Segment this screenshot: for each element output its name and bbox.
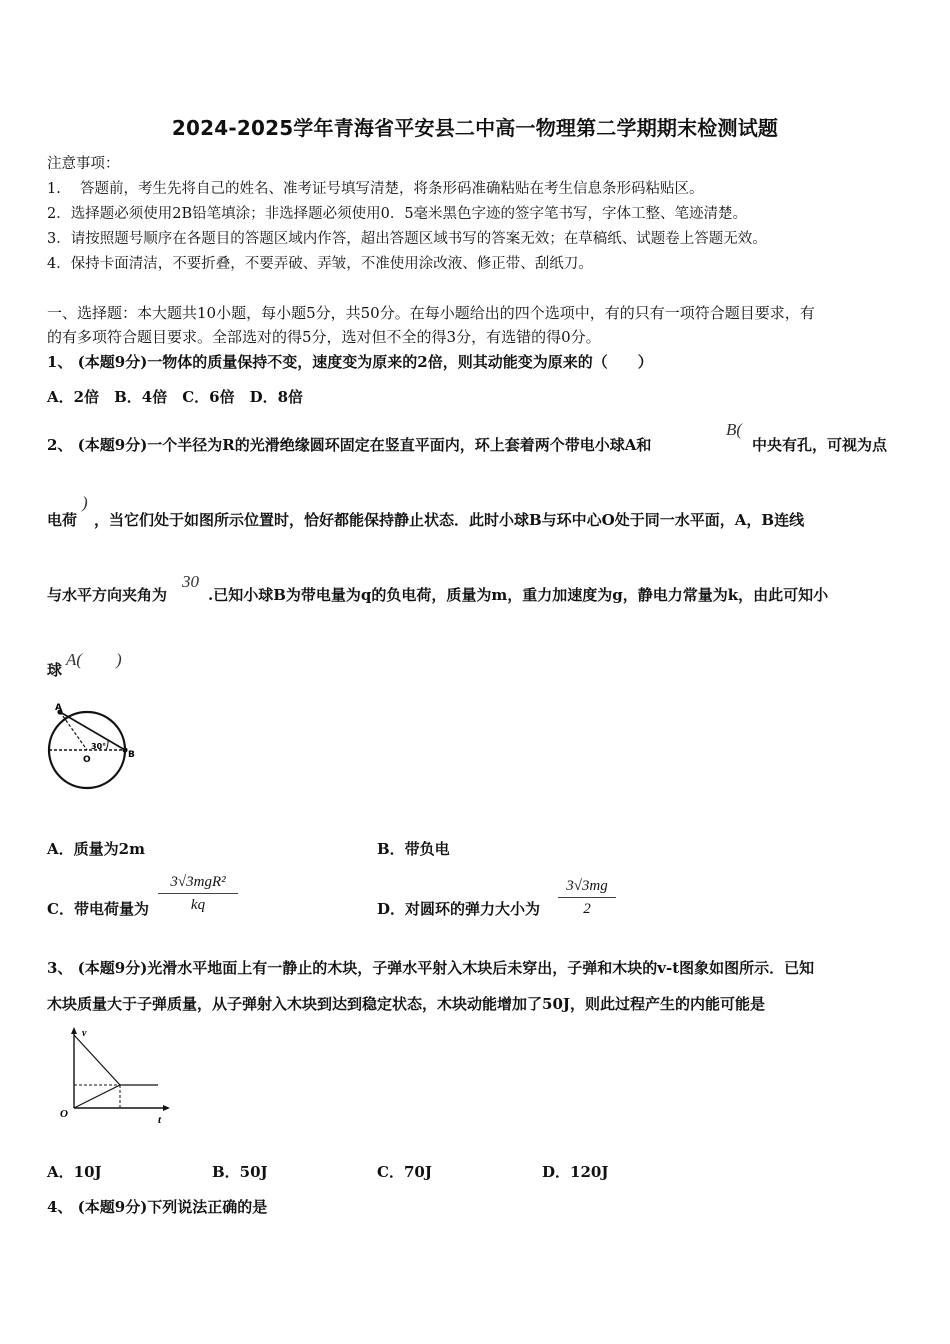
question-2-line1: 2、 (本题9分)一个半径为R的光滑绝缘圆环固定在竖直平面内，环上套着两个带电小球A和 [47, 436, 652, 454]
question-3-line2: 木块质量大于子弹质量，从子弹射入木块到达到稳定状态，木块动能增加了50J，则此过程产生的内能可能是 [47, 995, 765, 1013]
question-2-line4: 球 [47, 661, 63, 679]
question-2-option-a: A．质量为2m [47, 840, 145, 858]
fraction-numerator: 3√3mg [566, 878, 608, 894]
label-t: t [158, 1114, 162, 1126]
question-2-math-paren: ) [82, 493, 88, 512]
question-2-option-d: D．对圆环的弹力大小为 [377, 900, 541, 918]
question-3-option-c: C．70J [377, 1163, 432, 1181]
notice-item: 3．请按照题号顺序在各题目的答题区域内作答，超出答题区域书写的答案无效；在草稿纸、试题卷上答题无效。 [47, 231, 767, 247]
vt-graph-figure [54, 1024, 174, 1126]
notice-item: 2．选择题必须使用2B铅笔填涂；非选择题必须使用0．5毫米黑色字迹的签字笔书写，字体工整、笔迹清楚。 [47, 206, 748, 222]
label-o: O [83, 755, 91, 765]
ball-b [122, 747, 127, 752]
question-2-line2-head: 电荷 [47, 511, 78, 529]
section-instructions-line1: 一、选择题：本大题共10小题，每小题5分，共50分。在每小题给出的四个选项中，有的只有一项符合题目要求，有 [47, 304, 815, 322]
fraction-numerator: 3√3mgR² [170, 874, 226, 890]
notice-item: 1. 答题前，考生先将自己的姓名、准考证号填写清楚，将条形码准确粘贴在考生信息条形码粘贴区。 [47, 181, 704, 197]
label-a: A [55, 703, 62, 713]
label-angle: 30° [91, 742, 107, 751]
fraction-denominator: 2 [583, 901, 591, 917]
question-4-stem: 4、 (本题9分)下列说法正确的是 [47, 1198, 268, 1216]
question-2-math-a: A( ) [66, 650, 122, 669]
question-3-option-d: D．120J [542, 1163, 609, 1181]
section-instructions-line2: 的有多项符合题目要求。全部选对的得5分，选对但不全的得3分，有选错的得0分。 [47, 328, 601, 346]
label-b: B [128, 750, 135, 760]
question-3-line1: 3、 (本题9分)光滑水平地面上有一静止的木块，子弹水平射入木块后未穿出，子弹和木块的v-t图象如图所示．已知 [47, 959, 815, 977]
page-title: 2024-2025学年青海省平安县二中高一物理第二学期期末检测试题 [171, 116, 779, 140]
question-2-line3-tail: .已知小球B为带电量为q的负电荷，质量为m，重力加速度为g，静电力常量为k，由此可知小 [208, 586, 829, 604]
question-1-stem: 1、 (本题9分)一物体的质量保持不变，速度变为原来的2倍，则其动能变为原来的（ ） [47, 353, 653, 371]
notice-item: 4．保持卡面清洁，不要折叠，不要弄破、弄皱，不准使用涂改液、修正带、刮纸刀。 [47, 256, 593, 272]
option-d-fraction [558, 876, 616, 919]
question-2-option-b: B．带负电 [377, 840, 450, 858]
question-2-math-30: 30 [182, 572, 199, 591]
question-2-line3: 与水平方向夹角为 [47, 586, 168, 604]
circle-ring-figure [44, 700, 140, 796]
question-2-line2: ，当它们处于如图所示位置时，恰好都能保持静止状态．此时小球B与环中心O处于同一水平面，A，B连线 [94, 511, 805, 529]
label-v: v [82, 1028, 87, 1039]
question-2-line1-tail: 中央有孔，可视为点 [752, 436, 888, 454]
fraction-denominator: kq [190, 897, 206, 913]
question-2-option-c: C．带电荷量为 [47, 900, 149, 918]
question-2-math-b: B( [726, 420, 743, 439]
question-1-options: A．2倍 B．4倍 C．6倍 D．8倍 [47, 388, 304, 406]
label-origin: O [60, 1108, 68, 1120]
option-c-fraction [158, 872, 238, 915]
notice-heading: 注意事项： [47, 156, 120, 172]
question-3-option-a: A．10J [47, 1163, 102, 1181]
question-3-option-b: B．50J [212, 1163, 268, 1181]
